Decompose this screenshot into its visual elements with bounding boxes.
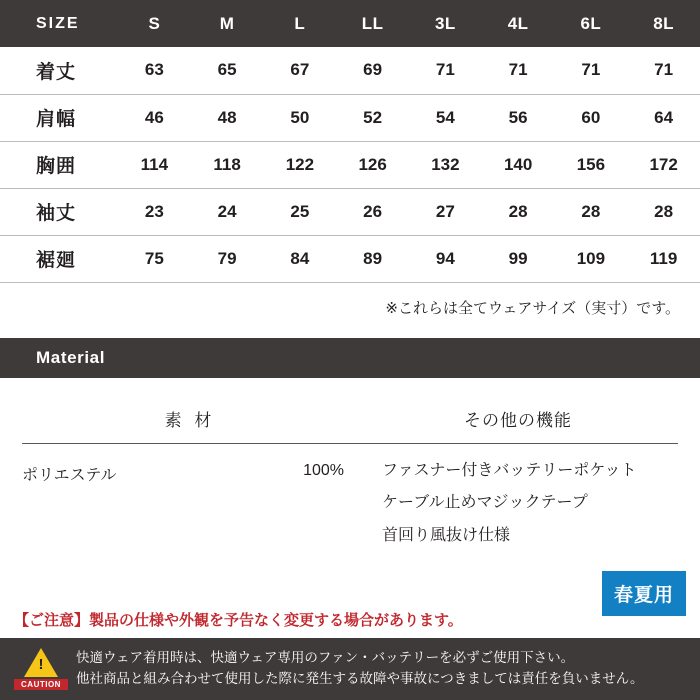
cell: 28 xyxy=(555,188,628,235)
material-left-column xyxy=(22,392,358,560)
material-left-header: 素 材 xyxy=(22,392,358,444)
caution-note: 【ご注意】製品の仕様や外観を予告なく変更する場合があります。 xyxy=(14,612,463,629)
cell: 89 xyxy=(336,235,409,282)
cell: 122 xyxy=(264,141,337,188)
size-table-body xyxy=(0,47,700,282)
size-header-3l: 3L xyxy=(409,0,482,47)
caution-section xyxy=(0,609,700,700)
cell: 65 xyxy=(191,47,264,94)
material-percent: 100% xyxy=(303,461,344,479)
cell: 28 xyxy=(627,188,700,235)
cell: 23 xyxy=(118,188,191,235)
cell: 60 xyxy=(555,94,628,141)
cell: 50 xyxy=(264,94,337,141)
size-table xyxy=(0,0,700,283)
caution-line: 他社商品と組み合わせて使用した際に発生する故障や事故につきましては責任を負いません。 xyxy=(76,671,644,686)
cell: 71 xyxy=(482,47,555,94)
cell: 52 xyxy=(336,94,409,141)
cell: 67 xyxy=(264,47,337,94)
cell: 28 xyxy=(482,188,555,235)
caution-text xyxy=(76,648,644,690)
cell: 140 xyxy=(482,141,555,188)
material-row xyxy=(22,444,358,485)
size-header-ll: LL xyxy=(336,0,409,47)
cell: 56 xyxy=(482,94,555,141)
size-header-4l: 4L xyxy=(482,0,555,47)
list-item: 首回り風抜け仕様 xyxy=(382,526,511,544)
cell: 24 xyxy=(191,188,264,235)
cell: 109 xyxy=(555,235,628,282)
cell: 71 xyxy=(409,47,482,94)
cell: 27 xyxy=(409,188,482,235)
cell: 71 xyxy=(555,47,628,94)
cell: 79 xyxy=(191,235,264,282)
cell: 94 xyxy=(409,235,482,282)
row-label-kyoui: 胸囲 xyxy=(0,141,118,188)
row-label-susomawari: 裾廻 xyxy=(0,235,118,282)
row-label-katahaba: 肩幅 xyxy=(0,94,118,141)
size-note: ※これらは全てウェアサイズ（実寸）です。 xyxy=(385,299,680,317)
cell: 118 xyxy=(191,141,264,188)
cell: 99 xyxy=(482,235,555,282)
cell: 63 xyxy=(118,47,191,94)
features-header: その他の機能 xyxy=(358,392,678,444)
cell: 126 xyxy=(336,141,409,188)
cell: 75 xyxy=(118,235,191,282)
size-header-label: SIZE xyxy=(0,0,118,47)
cell: 71 xyxy=(627,47,700,94)
cell: 156 xyxy=(555,141,628,188)
features-list xyxy=(358,444,678,545)
table-row xyxy=(0,188,700,235)
cell: 132 xyxy=(409,141,482,188)
season-badge: 春夏用 xyxy=(602,571,686,616)
caution-box xyxy=(0,638,700,700)
exclamation-mark: ! xyxy=(38,656,44,673)
caution-icon xyxy=(14,648,68,690)
size-header-m: M xyxy=(191,0,264,47)
table-row xyxy=(0,94,700,141)
caution-icon-label: CAUTION xyxy=(14,679,68,690)
table-row xyxy=(0,47,700,94)
cell: 26 xyxy=(336,188,409,235)
cell: 46 xyxy=(118,94,191,141)
material-section-title: Material xyxy=(0,338,700,378)
list-item: ケーブル止めマジックテープ xyxy=(382,494,588,512)
list-item: ファスナー付きバッテリーポケット xyxy=(382,461,637,479)
cell: 69 xyxy=(336,47,409,94)
cell: 119 xyxy=(627,235,700,282)
size-table-header xyxy=(0,0,700,47)
row-label-sodetake: 袖丈 xyxy=(0,188,118,235)
size-header-6l: 6L xyxy=(555,0,628,47)
cell: 84 xyxy=(264,235,337,282)
size-header-s: S xyxy=(118,0,191,47)
table-header-row xyxy=(0,0,700,47)
cell: 25 xyxy=(264,188,337,235)
material-name: ポリエステル xyxy=(22,466,117,484)
cell: 114 xyxy=(118,141,191,188)
table-row xyxy=(0,235,700,282)
table-row xyxy=(0,141,700,188)
cell: 172 xyxy=(627,141,700,188)
size-header-8l: 8L xyxy=(627,0,700,47)
warning-triangle-icon xyxy=(24,648,58,677)
caution-line: 快適ウェア着用時は、快適ウェア専用のファン・バッテリーを必ずご使用下さい。 xyxy=(76,650,575,666)
material-right-column xyxy=(358,392,678,560)
material-section xyxy=(0,392,700,560)
cell: 48 xyxy=(191,94,264,141)
size-header-l: L xyxy=(264,0,337,47)
cell: 64 xyxy=(627,94,700,141)
row-label-kitake: 着丈 xyxy=(0,47,118,94)
cell: 54 xyxy=(409,94,482,141)
